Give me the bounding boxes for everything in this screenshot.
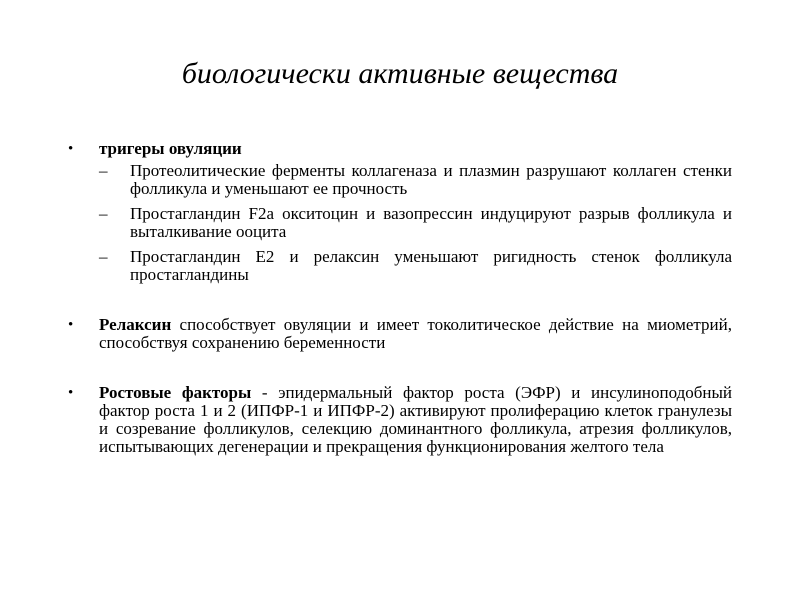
dash-marker: –	[99, 247, 108, 266]
sub-list	[99, 162, 732, 284]
sub-item-text: Простагландин F2a окситоцин и вазопрессин индуцируют разрыв фолликула и выталкивание ооцита	[130, 204, 732, 241]
sub-item-text: Простагландин Е2 и релаксин уменьшают ригидность стенок фолликула простагландины	[130, 247, 732, 284]
bullet-marker: •	[68, 141, 74, 157]
slide-title: биологически активные вещества	[181, 57, 619, 90]
bullet-ovulation-triggers	[68, 140, 732, 284]
bullet-text: способствует овуляции и имеет токолитическое действие на миометрий, способствуя сохранению беременности	[99, 315, 732, 352]
slide-content	[68, 140, 732, 456]
bullet-marker: •	[68, 317, 74, 333]
bullet-growth-factors	[68, 384, 732, 456]
sub-item-text: Протеолитические ферменты коллагеназа и плазмин разрушают коллаген стенки фолликула и уменьшают ее прочность	[130, 161, 732, 198]
bullet-text: - эпидермальный фактор роста (ЭФР) и инсулиноподобный фактор роста 1 и 2 (ИПФР-1 и ИПФР-2) активируют пролиферацию клеток гранулезы и созревание фолликулов, селекцию доминантного фолликула, атрезия фолликулов, испытывающих дегенерации и прекращения функционирования желтого тела	[99, 383, 732, 456]
bullet-relaxin	[68, 316, 732, 352]
bullet-bold-term: Релаксин	[99, 315, 172, 334]
sub-item-proteolytic	[99, 162, 732, 198]
sub-item-prostaglandin-f2a	[99, 205, 732, 241]
bullet-bold-term: Ростовые факторы	[99, 383, 252, 402]
bullet-marker: •	[68, 385, 74, 401]
dash-marker: –	[99, 204, 108, 223]
bullet-heading: тригеры овуляции	[99, 139, 242, 158]
sub-item-prostaglandin-e2	[99, 248, 732, 284]
dash-marker: –	[99, 161, 108, 180]
